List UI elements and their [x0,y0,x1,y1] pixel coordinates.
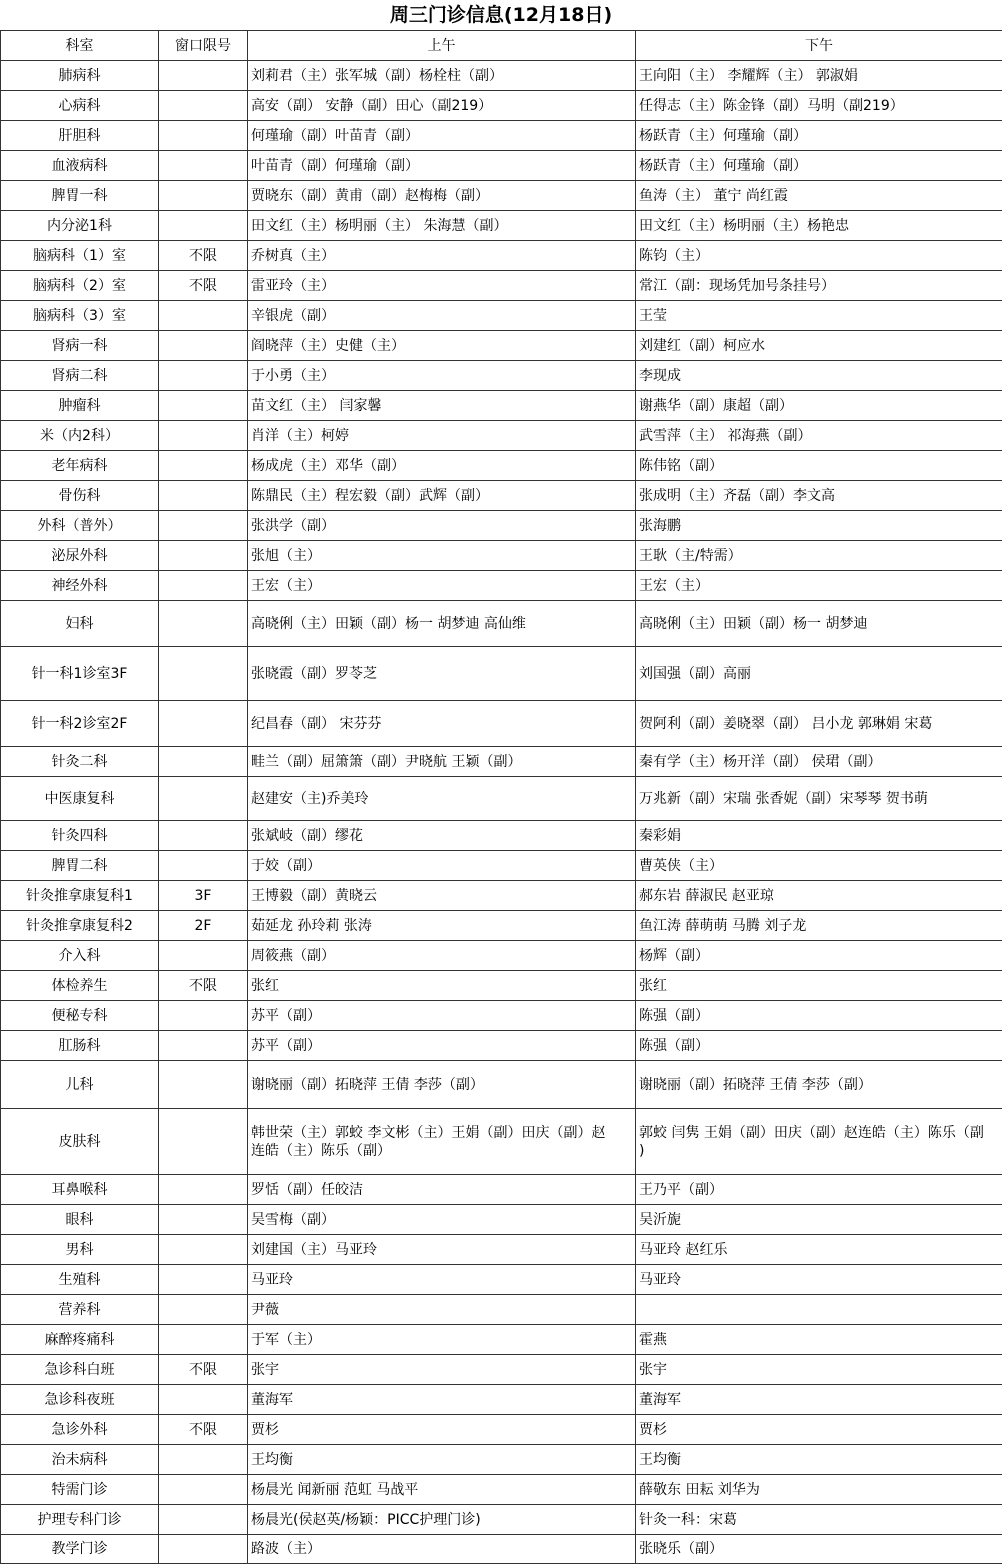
dept-cell: 护理专科门诊 [1,1505,159,1535]
dept-cell: 针灸推拿康复科1 [1,881,159,911]
afternoon-cell: 谢燕华（副）康超（副） [636,391,1002,421]
afternoon-cell: 马亚玲 赵红乐 [636,1235,1002,1265]
afternoon-cell: 张晓乐（副） [636,1535,1002,1564]
window-limit-cell [159,511,248,541]
table-row [1,1385,1002,1415]
table-row [1,701,1002,747]
window-limit-cell [159,481,248,511]
table-row [1,511,1002,541]
afternoon-cell: 张红 [636,971,1002,1001]
window-limit-cell [159,151,248,181]
afternoon-cell: 陈钧（主） [636,241,1002,271]
afternoon-cell: 刘建红（副）柯应水 [636,331,1002,361]
header-window-limit: 窗口限号 [159,31,248,61]
table-row [1,971,1002,1001]
dept-cell: 男科 [1,1235,159,1265]
dept-cell: 介入科 [1,941,159,971]
window-limit-cell [159,647,248,701]
morning-cell: 尹薇 [248,1295,636,1325]
table-row [1,271,1002,301]
dept-cell: 便秘专科 [1,1001,159,1031]
window-limit-cell [159,1505,248,1535]
dept-cell: 米（内2科） [1,421,159,451]
afternoon-cell: 张宇 [636,1355,1002,1385]
table-row [1,1235,1002,1265]
morning-cell: 罗恬（副）任皎洁 [248,1175,636,1205]
table-row [1,1031,1002,1061]
header-dept: 科室 [1,31,159,61]
afternoon-cell: 郝东岩 薛淑民 赵亚琼 [636,881,1002,911]
morning-cell: 杨成虎（主）邓华（副） [248,451,636,481]
window-limit-cell [159,1295,248,1325]
morning-cell: 于小勇（主） [248,361,636,391]
afternoon-cell: 王向阳（主） 李耀辉（主） 郭淑娟 [636,61,1002,91]
afternoon-cell: 吴沂旎 [636,1205,1002,1235]
window-limit-cell [159,391,248,421]
dept-cell: 血液病科 [1,151,159,181]
morning-cell: 雷亚玲（主） [248,271,636,301]
morning-cell: 周筱燕（副） [248,941,636,971]
morning-cell: 刘建国（主）马亚玲 [248,1235,636,1265]
morning-cell: 杨晨光(侯赵英/杨颖：PICC护理门诊) [248,1505,636,1535]
window-limit-cell [159,1001,248,1031]
afternoon-cell: 李现成 [636,361,1002,391]
afternoon-cell: 任得志（主）陈金锋（副）马明（副219） [636,91,1002,121]
afternoon-cell: 张成明（主）齐磊（副）李文高 [636,481,1002,511]
table-header-row [1,31,1002,61]
window-limit-cell [159,1475,248,1505]
table-row [1,331,1002,361]
window-limit-cell: 不限 [159,241,248,271]
table-row [1,777,1002,821]
morning-cell: 张洪学（副） [248,511,636,541]
morning-cell: 苏平（副） [248,1031,636,1061]
dept-cell: 心病科 [1,91,159,121]
afternoon-cell: 王耿（主/特需） [636,541,1002,571]
window-limit-cell [159,361,248,391]
dept-cell: 耳鼻喉科 [1,1175,159,1205]
window-limit-cell [159,61,248,91]
table-row [1,747,1002,777]
afternoon-cell: 田文红（主）杨明丽（主）杨艳忠 [636,211,1002,241]
morning-cell: 叶苗青（副）何瑾瑜（副） [248,151,636,181]
window-limit-cell [159,851,248,881]
table-row [1,91,1002,121]
window-limit-cell: 不限 [159,1415,248,1445]
window-limit-cell [159,181,248,211]
table-row [1,151,1002,181]
dept-cell: 脑病科（3）室 [1,301,159,331]
morning-cell: 杨晨光 闻新丽 范虹 马战平 [248,1475,636,1505]
table-row [1,881,1002,911]
table-row [1,211,1002,241]
dept-cell: 脑病科（2）室 [1,271,159,301]
table-row [1,481,1002,511]
morning-cell: 董海军 [248,1385,636,1415]
morning-cell: 路波（主） [248,1535,636,1564]
window-limit-cell: 不限 [159,271,248,301]
table-row [1,1265,1002,1295]
table-row [1,181,1002,211]
window-limit-cell [159,777,248,821]
table-row [1,821,1002,851]
table-row [1,121,1002,151]
window-limit-cell [159,941,248,971]
afternoon-cell: 杨跃青（主）何瑾瑜（副） [636,151,1002,181]
dept-cell: 中医康复科 [1,777,159,821]
afternoon-cell: 贺阿利（副）姜晓翠（副） 吕小龙 郭琳娟 宋葛 [636,701,1002,747]
afternoon-cell: 马亚玲 [636,1265,1002,1295]
dept-cell: 老年病科 [1,451,159,481]
morning-cell: 肖洋（主）柯婷 [248,421,636,451]
window-limit-cell [159,1175,248,1205]
afternoon-cell: 刘国强（副）高丽 [636,647,1002,701]
afternoon-cell: 陈强（副） [636,1001,1002,1031]
window-limit-cell [159,1061,248,1109]
window-limit-cell [159,701,248,747]
window-limit-cell [159,211,248,241]
dept-cell: 营养科 [1,1295,159,1325]
dept-cell: 儿科 [1,1061,159,1109]
afternoon-cell: 万兆新（副）宋瑞 张香妮（副）宋琴琴 贺书萌 [636,777,1002,821]
afternoon-cell: 杨辉（副） [636,941,1002,971]
window-limit-cell: 不限 [159,971,248,1001]
afternoon-cell: 鱼江涛 薛萌萌 马腾 刘子龙 [636,911,1002,941]
morning-cell: 辛银虎（副） [248,301,636,331]
table-row [1,451,1002,481]
morning-cell: 张宇 [248,1355,636,1385]
afternoon-cell: 张海鹏 [636,511,1002,541]
dept-cell: 外科（普外） [1,511,159,541]
morning-cell: 张晓霞（副）罗苓芝 [248,647,636,701]
afternoon-cell: 陈伟铭（副） [636,451,1002,481]
afternoon-cell: 王莹 [636,301,1002,331]
window-limit-cell [159,1325,248,1355]
morning-cell: 苏平（副） [248,1001,636,1031]
dept-cell: 针灸二科 [1,747,159,777]
afternoon-cell: 薛敬东 田耘 刘华为 [636,1475,1002,1505]
afternoon-cell: 秦彩娟 [636,821,1002,851]
table-row [1,571,1002,601]
window-limit-cell [159,821,248,851]
table-row [1,601,1002,647]
dept-cell: 针灸推拿康复科2 [1,911,159,941]
afternoon-cell: 贾杉 [636,1415,1002,1445]
table-row [1,941,1002,971]
header-afternoon: 下午 [636,31,1002,61]
afternoon-cell: 霍燕 [636,1325,1002,1355]
afternoon-cell: 常江（副：现场凭加号条挂号） [636,271,1002,301]
afternoon-cell: 武雪萍（主） 祁海燕（副） [636,421,1002,451]
window-limit-cell [159,301,248,331]
morning-cell: 于姣（副） [248,851,636,881]
morning-cell: 何瑾瑜（副）叶苗青（副） [248,121,636,151]
window-limit-cell [159,91,248,121]
morning-cell: 高安（副） 安静（副）田心（副219） [248,91,636,121]
dept-cell: 生殖科 [1,1265,159,1295]
dept-cell: 急诊科白班 [1,1355,159,1385]
table-row [1,1535,1002,1564]
morning-cell: 谢晓丽（副）拓晓萍 王倩 李莎（副） [248,1061,636,1109]
table-row [1,1205,1002,1235]
dept-cell: 治未病科 [1,1445,159,1475]
dept-cell: 神经外科 [1,571,159,601]
table-row [1,361,1002,391]
dept-cell: 肺病科 [1,61,159,91]
dept-cell: 体检养生 [1,971,159,1001]
dept-cell: 妇科 [1,601,159,647]
window-limit-cell [159,571,248,601]
afternoon-cell: 秦有学（主）杨开洋（副） 侯珺（副） [636,747,1002,777]
table-row [1,421,1002,451]
afternoon-cell: 王宏（主） [636,571,1002,601]
afternoon-cell: 董海军 [636,1385,1002,1415]
morning-cell: 张红 [248,971,636,1001]
afternoon-cell: 陈强（副） [636,1031,1002,1061]
morning-cell: 王博毅（副）黄晓云 [248,881,636,911]
morning-cell: 高晓俐（主）田颖（副）杨一 胡梦迪 高仙维 [248,601,636,647]
table-row [1,1355,1002,1385]
morning-cell: 韩世荣（主）郭蛟 李文彬（主）王娟（副）田庆（副）赵 连皓（主）陈乐（副） [248,1109,636,1175]
window-limit-cell [159,451,248,481]
dept-cell: 内分泌1科 [1,211,159,241]
window-limit-cell [159,1385,248,1415]
window-limit-cell [159,331,248,361]
morning-cell: 乔树真（主） [248,241,636,271]
dept-cell: 脑病科（1）室 [1,241,159,271]
afternoon-cell: 杨跃青（主）何瑾瑜（副） [636,121,1002,151]
window-limit-cell [159,1205,248,1235]
morning-cell: 张旭（主） [248,541,636,571]
window-limit-cell [159,421,248,451]
window-limit-cell [159,1265,248,1295]
morning-cell: 茹延龙 孙玲莉 张涛 [248,911,636,941]
table-row [1,1475,1002,1505]
table-row [1,1061,1002,1109]
morning-cell: 王均衡 [248,1445,636,1475]
table-row [1,647,1002,701]
window-limit-cell [159,747,248,777]
dept-cell: 脾胃二科 [1,851,159,881]
morning-cell: 苗文红（主） 闫家馨 [248,391,636,421]
morning-cell: 贾晓东（副）黄甫（副）赵梅梅（副） [248,181,636,211]
window-limit-cell [159,541,248,571]
morning-cell: 田文红（主）杨明丽（主） 朱海慧（副） [248,211,636,241]
table-row [1,301,1002,331]
afternoon-cell [636,1295,1002,1325]
window-limit-cell: 不限 [159,1355,248,1385]
table-row [1,1445,1002,1475]
dept-cell: 针一科1诊室3F [1,647,159,701]
window-limit-cell [159,1235,248,1265]
morning-cell: 赵建安（主)乔美玲 [248,777,636,821]
afternoon-cell: 鱼涛（主） 董宁 尚红霞 [636,181,1002,211]
dept-cell: 肾病一科 [1,331,159,361]
schedule-table [0,30,1002,1564]
table-row [1,1295,1002,1325]
morning-cell: 于军（主） [248,1325,636,1355]
morning-cell: 贾杉 [248,1415,636,1445]
dept-cell: 特需门诊 [1,1475,159,1505]
dept-cell: 针灸四科 [1,821,159,851]
morning-cell: 张斌岐（副）缪花 [248,821,636,851]
dept-cell: 眼科 [1,1205,159,1235]
morning-cell: 刘莉君（主）张军城（副）杨栓柱（副） [248,61,636,91]
table-row [1,391,1002,421]
dept-cell: 骨伤科 [1,481,159,511]
morning-cell: 陈鼎民（主）程宏毅（副）武辉（副） [248,481,636,511]
morning-cell: 阎晓萍（主）史健（主） [248,331,636,361]
table-row [1,541,1002,571]
dept-cell: 麻醉疼痛科 [1,1325,159,1355]
table-row [1,61,1002,91]
dept-cell: 针一科2诊室2F [1,701,159,747]
window-limit-cell [159,1031,248,1061]
afternoon-cell: 高晓俐（主）田颖（副）杨一 胡梦迪 [636,601,1002,647]
dept-cell: 急诊科夜班 [1,1385,159,1415]
table-row [1,1109,1002,1175]
window-limit-cell: 3F [159,881,248,911]
page-title: 周三门诊信息(12月18日) [389,4,613,26]
table-row [1,1001,1002,1031]
table-row [1,241,1002,271]
table-row [1,1415,1002,1445]
window-limit-cell [159,1535,248,1564]
afternoon-cell: 郭蛟 闫隽 王娟（副）田庆（副）赵连皓（主）陈乐（副 ) [636,1109,1002,1175]
morning-cell: 王宏（主） [248,571,636,601]
window-limit-cell: 2F [159,911,248,941]
afternoon-cell: 王乃平（副） [636,1175,1002,1205]
afternoon-cell: 针灸一科：宋葛 [636,1505,1002,1535]
window-limit-cell [159,1445,248,1475]
dept-cell: 肾病二科 [1,361,159,391]
afternoon-cell: 曹英侠（主） [636,851,1002,881]
morning-cell: 纪昌春（副） 宋芬芬 [248,701,636,747]
dept-cell: 急诊外科 [1,1415,159,1445]
afternoon-cell: 王均衡 [636,1445,1002,1475]
dept-cell: 脾胃一科 [1,181,159,211]
window-limit-cell [159,121,248,151]
morning-cell: 马亚玲 [248,1265,636,1295]
window-limit-cell [159,1109,248,1175]
dept-cell: 教学门诊 [1,1535,159,1564]
table-row [1,911,1002,941]
morning-cell: 吴雪梅（副） [248,1205,636,1235]
table-row [1,1175,1002,1205]
dept-cell: 泌尿外科 [1,541,159,571]
morning-cell: 畦兰（副）屈箫箫（副）尹晓航 王颖（副） [248,747,636,777]
dept-cell: 皮肤科 [1,1109,159,1175]
dept-cell: 肝胆科 [1,121,159,151]
table-row [1,1325,1002,1355]
table-row [1,851,1002,881]
dept-cell: 肛肠科 [1,1031,159,1061]
table-row [1,1505,1002,1535]
dept-cell: 肿瘤科 [1,391,159,421]
afternoon-cell: 谢晓丽（副）拓晓萍 王倩 李莎（副） [636,1061,1002,1109]
window-limit-cell [159,601,248,647]
header-morning: 上午 [248,31,636,61]
